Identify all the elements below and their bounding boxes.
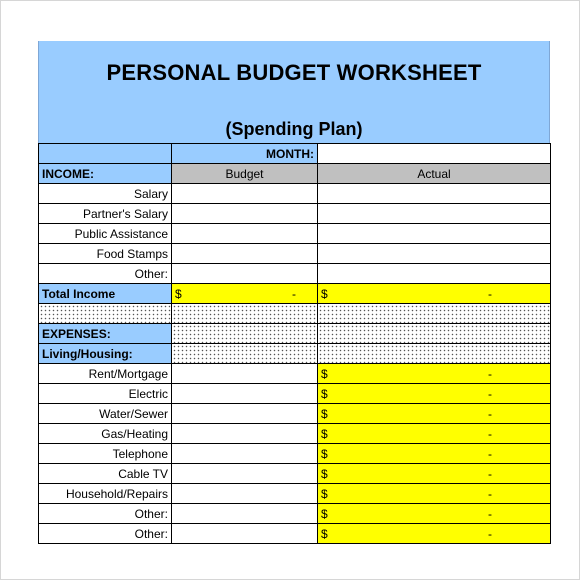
spacer-cell — [318, 304, 551, 324]
expense-actual-cell — [318, 424, 551, 444]
total-income-actual — [318, 284, 551, 304]
expense-budget-cell[interactable] — [172, 424, 318, 444]
total-income-row — [39, 284, 551, 304]
budget-worksheet — [38, 41, 550, 544]
section-header-row — [39, 344, 551, 364]
currency-symbol: $ — [321, 406, 328, 421]
month-spacer-cell — [39, 144, 172, 164]
budget-table — [38, 143, 551, 544]
title-block — [38, 41, 550, 143]
expense-budget-cell[interactable] — [172, 504, 318, 524]
expenses-header: EXPENSES: — [39, 324, 172, 344]
income-row-label: Public Assistance — [39, 224, 172, 244]
spacer-row — [39, 304, 551, 324]
income-row-label: Partner's Salary — [39, 204, 172, 224]
expense-budget-cell[interactable] — [172, 464, 318, 484]
expense-budget-cell[interactable] — [172, 524, 318, 544]
expenses-header-row — [39, 324, 551, 344]
month-row — [39, 144, 551, 164]
spacer-cell — [318, 324, 551, 344]
spacer-cell — [318, 344, 551, 364]
expense-row — [39, 464, 551, 484]
expense-budget-cell[interactable] — [172, 444, 318, 464]
expense-actual-cell — [318, 504, 551, 524]
expense-budget-cell[interactable] — [172, 384, 318, 404]
income-row — [39, 204, 551, 224]
expense-row — [39, 444, 551, 464]
income-row-label: Salary — [39, 184, 172, 204]
income-budget-cell[interactable] — [172, 204, 318, 224]
currency-symbol: $ — [321, 446, 328, 461]
total-income-label: Total Income — [39, 284, 172, 304]
actual-column-header: Actual — [318, 164, 551, 184]
spacer-cell — [39, 304, 172, 324]
expense-actual-cell — [318, 364, 551, 384]
spacer-cell — [172, 304, 318, 324]
currency-symbol: $ — [175, 286, 182, 301]
expense-row-label: Other: — [39, 524, 172, 544]
expense-budget-cell[interactable] — [172, 484, 318, 504]
expense-row-label: Water/Sewer — [39, 404, 172, 424]
expense-budget-cell[interactable] — [172, 404, 318, 424]
amount-value: - — [488, 406, 492, 421]
income-header: INCOME: — [39, 164, 172, 184]
currency-symbol: $ — [321, 466, 328, 481]
income-row — [39, 184, 551, 204]
amount-value: - — [292, 286, 296, 301]
expense-row — [39, 384, 551, 404]
income-budget-cell[interactable] — [172, 224, 318, 244]
expense-actual-cell — [318, 524, 551, 544]
amount-value: - — [488, 446, 492, 461]
expense-actual-cell — [318, 384, 551, 404]
expense-row-label: Gas/Heating — [39, 424, 172, 444]
expense-row — [39, 524, 551, 544]
income-header-row — [39, 164, 551, 184]
income-actual-cell[interactable] — [318, 204, 551, 224]
expense-row — [39, 404, 551, 424]
expense-row-label: Telephone — [39, 444, 172, 464]
amount-value: - — [488, 506, 492, 521]
expense-row-label: Household/Repairs — [39, 484, 172, 504]
expense-actual-cell — [318, 464, 551, 484]
amount-value: - — [488, 426, 492, 441]
total-income-budget — [172, 284, 318, 304]
month-label: MONTH: — [172, 144, 318, 164]
expense-row-label: Rent/Mortgage — [39, 364, 172, 384]
income-actual-cell[interactable] — [318, 184, 551, 204]
income-row-label: Food Stamps — [39, 244, 172, 264]
budget-column-header: Budget — [172, 164, 318, 184]
amount-value: - — [488, 366, 492, 381]
amount-value: - — [488, 486, 492, 501]
income-actual-cell[interactable] — [318, 264, 551, 284]
income-actual-cell[interactable] — [318, 244, 551, 264]
income-actual-cell[interactable] — [318, 224, 551, 244]
income-row — [39, 224, 551, 244]
expense-row-label: Other: — [39, 504, 172, 524]
expense-actual-cell — [318, 484, 551, 504]
expense-row — [39, 484, 551, 504]
income-row — [39, 244, 551, 264]
currency-symbol: $ — [321, 386, 328, 401]
currency-symbol: $ — [321, 286, 328, 301]
income-budget-cell[interactable] — [172, 184, 318, 204]
expense-actual-cell — [318, 404, 551, 424]
spacer-cell — [172, 344, 318, 364]
worksheet-subtitle: (Spending Plan) — [225, 119, 363, 139]
expense-row — [39, 504, 551, 524]
worksheet-title: PERSONAL BUDGET WORKSHEET — [106, 60, 482, 85]
expense-row-label: Cable TV — [39, 464, 172, 484]
expense-budget-cell[interactable] — [172, 364, 318, 384]
amount-value: - — [488, 466, 492, 481]
expense-actual-cell — [318, 444, 551, 464]
currency-symbol: $ — [321, 426, 328, 441]
currency-symbol: $ — [321, 526, 328, 541]
currency-symbol: $ — [321, 486, 328, 501]
month-input-cell[interactable] — [318, 144, 551, 164]
income-budget-cell[interactable] — [172, 264, 318, 284]
currency-symbol: $ — [321, 366, 328, 381]
amount-value: - — [488, 386, 492, 401]
currency-symbol: $ — [321, 506, 328, 521]
expense-row — [39, 424, 551, 444]
spacer-cell — [172, 324, 318, 344]
amount-value: - — [488, 286, 492, 301]
income-budget-cell[interactable] — [172, 244, 318, 264]
income-row-label: Other: — [39, 264, 172, 284]
expense-row-label: Electric — [39, 384, 172, 404]
income-row — [39, 264, 551, 284]
amount-value: - — [488, 526, 492, 541]
living-housing-header: Living/Housing: — [39, 344, 172, 364]
expense-row — [39, 364, 551, 384]
